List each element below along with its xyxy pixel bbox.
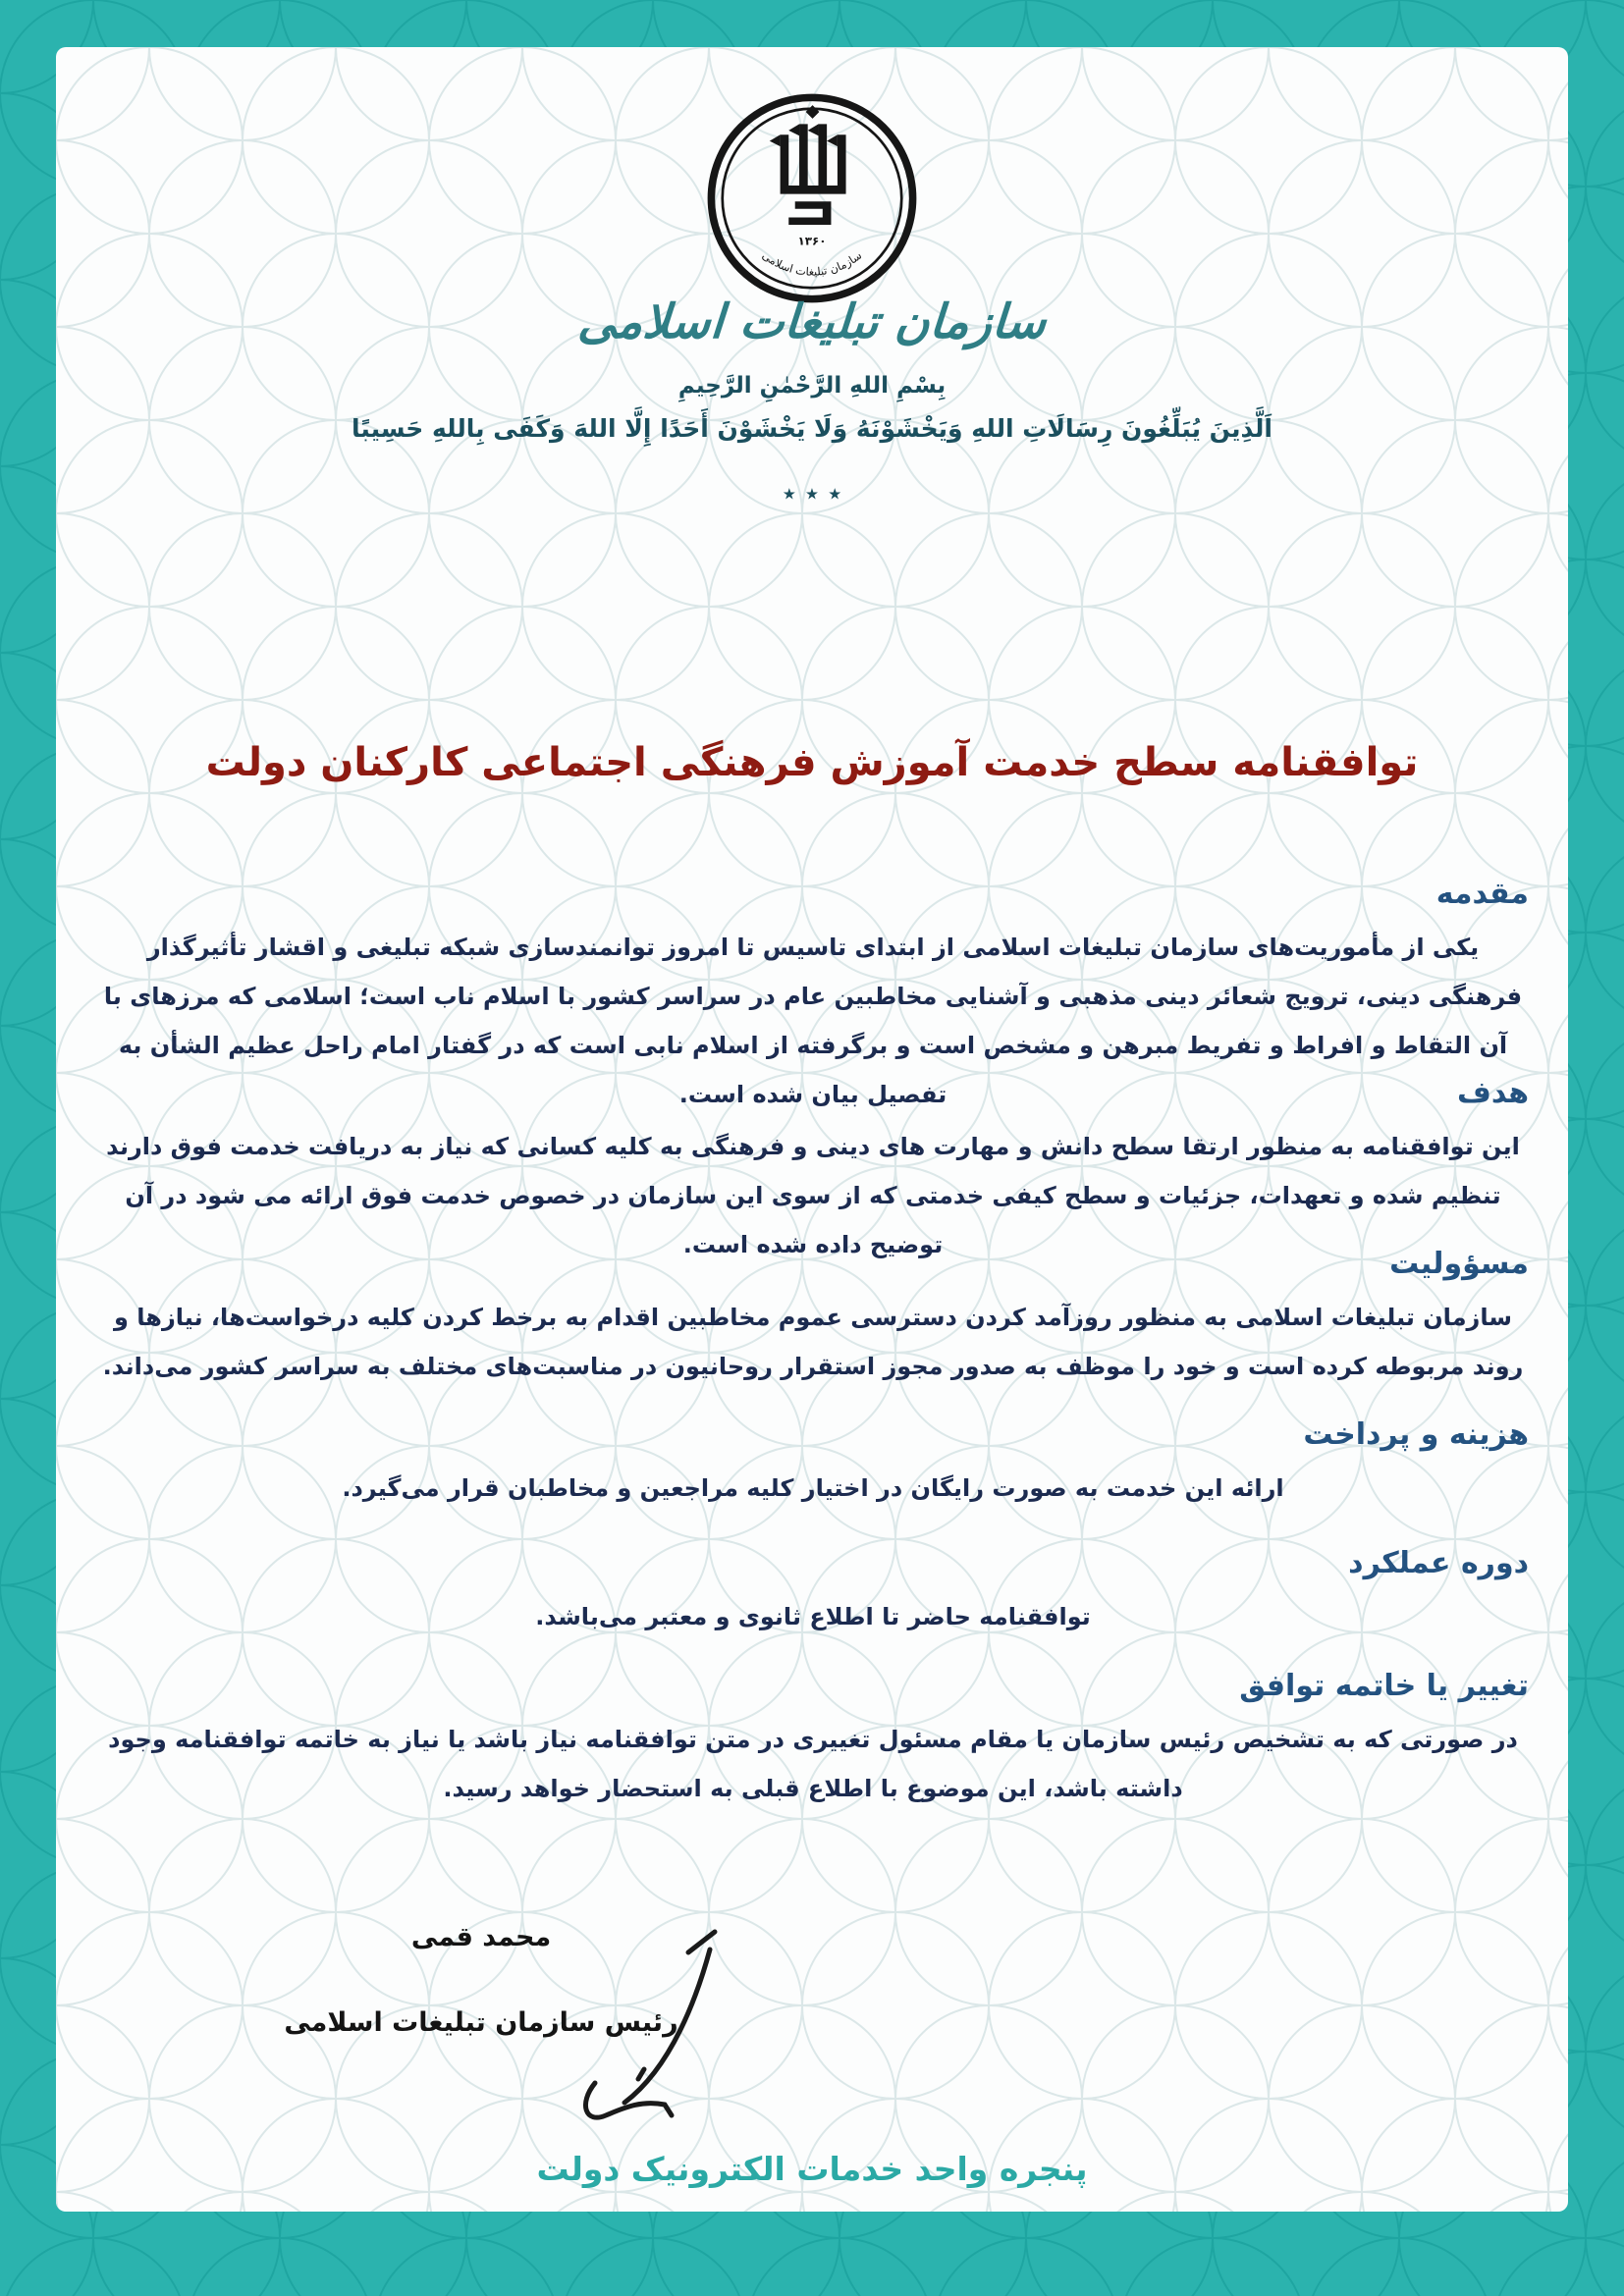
signatory-role: رئیس سازمان تبلیغات اسلامی xyxy=(284,2007,678,2038)
org-emblem xyxy=(706,92,918,304)
footer-egov-label: پنجره واحد خدمات الکترونیک دولت xyxy=(536,2150,1088,2188)
section-heading: هدف xyxy=(1457,1076,1529,1110)
signatory-name: محمد قمی xyxy=(410,1922,552,1952)
section-body: سازمان تبلیغات اسلامی به منظور روزآمد کردن دسترسی عموم مخاطبین اقدام به برخط کردن کلیه درخواست‌ها، نیازها و روند مربوطه کرده است و خود را موظف به صدور مجوز استقرار روحانیون در مناسبت‌های مختلف به سراسر کشور می‌داند. xyxy=(102,1304,1524,1380)
section-heading: مقدمه xyxy=(1435,877,1529,911)
section-change-termination xyxy=(97,1666,1529,1813)
section-performance-period xyxy=(97,1543,1529,1641)
section-body: توافقنامه حاضر تا اطلاع ثانوی و معتبر می‌باشد. xyxy=(535,1603,1091,1630)
section-goal xyxy=(97,1073,1529,1269)
bismillah-text: بِسْمِ اللهِ الرَّحْمٰنِ الرَّحِيمِ xyxy=(677,373,947,399)
section-body: این توافقنامه به منظور ارتقا سطح دانش و مهارت های دینی و فرهنگی به کلیه کسانی که نیاز به دریافت خدمت فوق دارند تنظیم شده و تعهدات، جزئیات و سطح کیفی خدمتی که از سوی این سازمان در خصوص خدمت فوق ارائه می شود در آن توضیح داده شده است. xyxy=(106,1133,1520,1258)
emblem-year: ۱۳۶۰ xyxy=(797,234,827,248)
section-heading: تغییر یا خاتمه توافق xyxy=(1239,1669,1529,1703)
org-name-calligraphy: سازمان تبلیغات اسلامی xyxy=(575,294,1049,349)
emblem-ring-label: سازمان تبلیغات اسلامی xyxy=(759,247,865,279)
section-cost-payment xyxy=(97,1415,1529,1513)
allah-kufic-mark xyxy=(770,105,846,225)
stars-separator: ٭ ٭ ٭ xyxy=(782,479,842,508)
section-heading: دوره عملکرد xyxy=(1348,1546,1529,1580)
section-heading: هزینه و پرداخت xyxy=(1303,1417,1529,1452)
section-responsibility xyxy=(97,1244,1529,1391)
quran-verse-text: اَلَّذِينَ يُبَلِّغُونَ رِسَالَاتِ اللهِ وَيَخْشَوْنَهُ وَلَا يَخْشَوْنَ أَحَدًا إِلَّا اللهَ وَكَفَى بِاللهِ حَسِيبًا xyxy=(352,414,1272,443)
signature-scribble-icon xyxy=(550,1914,785,2145)
section-heading: مسؤولیت xyxy=(1389,1247,1529,1281)
section-body: ارائه این خدمت به صورت رایگان در اختیار کلیه مراجعین و مخاطبان قرار می‌گیرد. xyxy=(342,1474,1284,1502)
document-title: توافقنامه سطح خدمت آموزش فرهنگی اجتماعی کارکنان دولت xyxy=(205,740,1419,785)
org-emblem-icon xyxy=(706,92,918,304)
svg-text:سازمان تبلیغات اسلامی xyxy=(760,248,865,279)
section-body: در صورتی که به تشخیص رئیس سازمان یا مقام مسئول تغییری در متن توافقنامه نیاز باشد یا نیاز به خاتمه توافقنامه وجود داشته باشد، این موضوع با اطلاع قبلی به استحضار خواهد رسید. xyxy=(108,1726,1518,1802)
section-body: یکی از مأموریت‌های سازمان تبلیغات اسلامی از ابتدای تاسیس تا امروز توانمندسازی شبکه تبلیغی و اقشار تأثیرگذار فرهنگی دینی، ترویج شعائر دینی مذهبی و آشنایی مخاطبین عام در سراسر کشور با اسلام ناب است؛ اسلامی که مرزهای با آن التقاط و افراط و تفریط مبرهن و مشخص است و برگرفته از اسلام نابی است که در گفتار امام راحل عظیم الشأن به تفصیل بیان شده است. xyxy=(103,934,1523,1108)
